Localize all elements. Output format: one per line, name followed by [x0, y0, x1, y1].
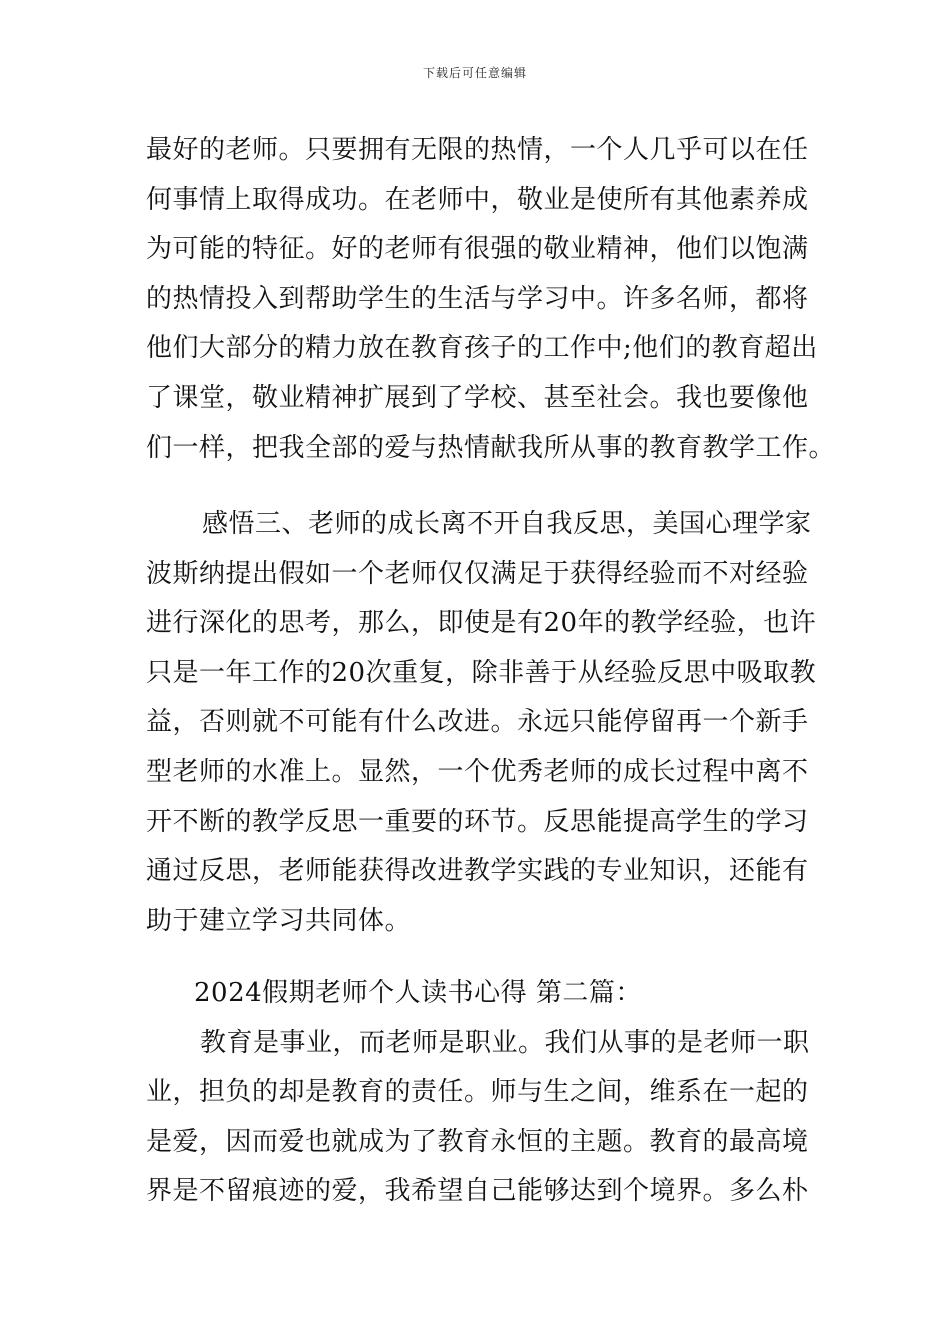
text-line: 最好的老师。只要拥有无限的热情，一个人几乎可以在任	[146, 135, 809, 165]
text-line: 通过反思，老师能获得改进教学实践的专业知识，还能有	[146, 856, 809, 887]
section-heading: 2024假期老师个人读书心得 第二篇：	[194, 978, 642, 1008]
text-line: 开不断的教学反思一重要的环节。反思能提高学生的学习	[146, 806, 809, 837]
text-line: 是爱，因而爱也就成为了教育永恒的主题。教育的最高境	[146, 1126, 809, 1157]
text-line: 为可能的特征。好的老师有很强的敬业精神，他们以饱满	[146, 234, 809, 265]
text-line: 助于建立学习共同体。	[146, 905, 412, 936]
text-line: 只是一年工作的20次重复，除非善于从经验反思中吸取教	[146, 657, 817, 688]
text-line: 感悟三、老师的成长离不开自我反思，美国心理学家	[202, 509, 812, 539]
text-line: 教育是事业，而老师是职业。我们从事的是老师一职	[200, 1027, 810, 1058]
section-second-article	[146, 969, 816, 1217]
text-line: 波斯纳提出假如一个老师仅仅满足于获得经验而不对经验	[146, 558, 809, 589]
page-header: 下载后可任意编辑	[422, 66, 527, 80]
paragraph-teacher-dedication	[146, 126, 836, 473]
paragraph-self-reflection	[146, 500, 816, 946]
text-line: 业，担负的却是教育的责任。师与生之间，维系在一起的	[146, 1077, 809, 1108]
text-line: 益，否则就不可能有什么改进。永远只能停留再一个新手	[146, 707, 809, 738]
text-line: 进行深化的思考，那么，即使是有20年的教学经验，也许	[146, 608, 817, 639]
text-line: 们一样，把我全部的爱与热情献我所从事的教育教学工作。	[146, 432, 836, 463]
text-line: 型老师的水准上。显然，一个优秀老师的成长过程中离不	[146, 756, 809, 787]
text-line: 的热情投入到帮助学生的生活与学习中。许多名师，都将	[146, 283, 809, 314]
text-line: 了课堂，敬业精神扩展到了学校、甚至社会。我也要像他	[146, 382, 809, 413]
text-line: 他们大部分的精力放在教育孩子的工作中;他们的教育超出	[146, 333, 818, 364]
text-line: 界是不留痕迹的爱，我希望自己能够达到个境界。多么朴	[146, 1176, 809, 1207]
text-line: 何事情上取得成功。在老师中，敬业是使所有其他素养成	[146, 184, 809, 215]
